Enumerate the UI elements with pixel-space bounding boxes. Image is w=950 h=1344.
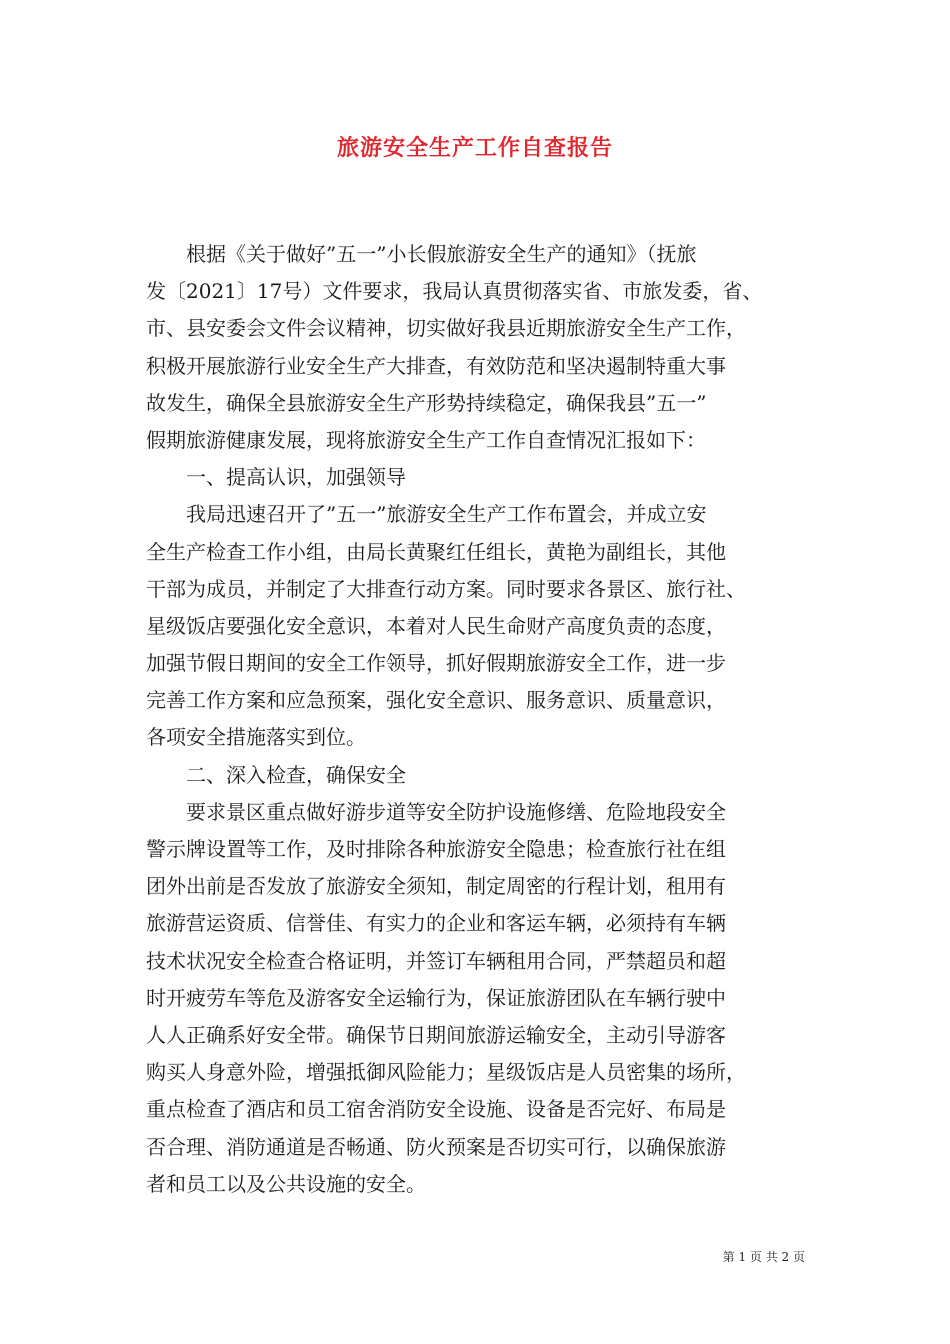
paragraph-line: 要求景区重点做好游步道等安全防护设施修缮、危险地段安全 <box>186 799 726 824</box>
paragraph-line: 人人正确系好安全带。确保节日期间旅游运输安全，主动引导游客 <box>146 1022 726 1047</box>
paragraph-line: 各项安全措施落实到位。 <box>146 725 366 750</box>
paragraph-line: 技术状况安全检查合格证明，并签订车辆租用合同，严禁超员和超 <box>146 948 726 973</box>
paragraph-line: 我局迅速召开了”五一”旅游安全生产工作布置会，并成立安 <box>186 502 707 527</box>
paragraph-line: 重点检查了酒店和员工宿舍消防安全设施、设备是否完好、布局是 <box>146 1097 726 1122</box>
paragraph-line: 完善工作方案和应急预案，强化安全意识、服务意识、质量意识， <box>146 688 726 713</box>
paragraph-line: 者和员工以及公共设施的安全。 <box>146 1171 426 1196</box>
paragraph-line: 故发生，确保全县旅游安全生产形势持续稳定，确保我县”五一” <box>146 390 707 415</box>
section-heading: 二、深入检查，确保安全 <box>186 762 406 787</box>
paragraph-line: 团外出前是否发放了旅游安全须知，制定周密的行程计划，租用有 <box>146 874 726 899</box>
paragraph-line: 假期旅游健康发展，现将旅游安全生产工作自查情况汇报如下： <box>146 427 706 452</box>
paragraph-line: 旅游营运资质、信誉佳、有实力的企业和客运车辆，必须持有车辆 <box>146 911 726 936</box>
paragraph-line: 时开疲劳车等危及游客安全运输行为，保证旅游团队在车辆行驶中 <box>146 985 726 1010</box>
page-number: 第 1 页 共 2 页 <box>722 1250 805 1264</box>
paragraph-line: 发〔2021〕17号）文件要求，我局认真贯彻落实省、市旅发委，省、 <box>146 279 763 304</box>
paragraph-line: 全生产检查工作小组，由局长黄聚红任组长，黄艳为副组长，其他 <box>146 539 726 564</box>
paragraph-line: 干部为成员，并制定了大排查行动方案。同时要求各景区、旅行社、 <box>146 576 746 601</box>
paragraph-line: 市、县安委会文件会议精神，切实做好我县近期旅游安全生产工作， <box>146 316 746 341</box>
paragraph-line: 加强节假日期间的安全工作领导，抓好假期旅游安全工作，进一步 <box>146 651 726 676</box>
paragraph-line: 购买人身意外险，增强抵御风险能力；星级饭店是人员密集的场所， <box>146 1060 746 1085</box>
paragraph-line: 否合理、消防通道是否畅通、防火预案是否切实可行，以确保旅游 <box>146 1134 726 1159</box>
document-title: 旅游安全生产工作自查报告 <box>336 135 613 161</box>
document-body <box>146 236 830 1203</box>
paragraph-line: 根据《关于做好”五一”小长假旅游安全生产的通知》（抚旅 <box>186 242 697 266</box>
paragraph-line: 积极开展旅游行业安全生产大排查，有效防范和坚决遏制特重大事 <box>146 353 726 378</box>
paragraph-line: 警示牌设置等工作，及时排除各种旅游安全隐患；检查旅行社在组 <box>146 837 726 861</box>
section-heading: 一、提高认识，加强领导 <box>186 465 406 490</box>
paragraph-line: 星级饭店要强化安全意识，本着对人民生命财产高度负责的态度， <box>146 613 726 638</box>
